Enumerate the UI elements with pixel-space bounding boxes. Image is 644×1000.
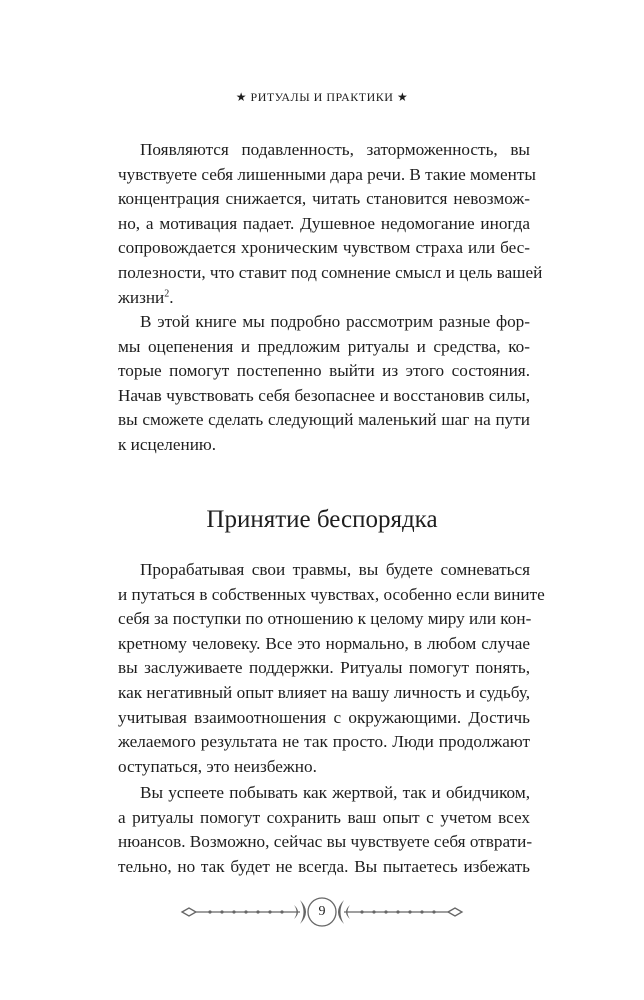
paragraph-1 bbox=[118, 138, 543, 310]
star-icon: ★ bbox=[235, 90, 248, 104]
text-span: . bbox=[169, 287, 174, 307]
text-line: нюансов. Возможно, сейчас вы чувствуете себя отврати- bbox=[118, 832, 533, 852]
text-line: себя за поступки по отношению к целому миру или кон- bbox=[118, 609, 532, 629]
text-line: как негативный опыт влияет на вашу личность и судьбу, bbox=[118, 682, 530, 702]
text-line: Появляются подавленность, заторможенность, вы bbox=[140, 140, 530, 159]
page-footer-ornament bbox=[180, 891, 464, 933]
paragraph-3 bbox=[118, 558, 545, 779]
text-line: вы сможете сделать следующий маленький шаг на пути bbox=[118, 410, 530, 430]
running-header bbox=[0, 90, 644, 105]
page-number: 9 bbox=[318, 904, 326, 919]
text-line: учитывая взаимоотношения с окружающими. Достичь bbox=[118, 707, 530, 727]
text-line: Вы успеете побывать как жертвой, так и обидчиком, bbox=[140, 783, 530, 802]
footnote-ref[interactable]: 2 bbox=[164, 287, 170, 299]
text-line: и путаться в собственных чувствах, особенно если вините bbox=[118, 584, 545, 604]
text-line: вы заслуживаете поддержки. Ритуалы помогут понять, bbox=[118, 658, 530, 678]
text-line: полезности, что ставит под сомнение смысл и цель вашей bbox=[118, 262, 543, 282]
text-line: тельно, но так будет не всегда. Вы пытаетесь избежать bbox=[118, 856, 530, 876]
text-line: Прорабатывая свои травмы, вы будете сомневаться bbox=[140, 560, 530, 579]
paragraph-4 bbox=[118, 781, 533, 879]
text-line: желаемого результата не так просто. Люди продолжают bbox=[118, 732, 530, 752]
text-line: сопровождается хроническим чувством страха или бес- bbox=[118, 238, 530, 258]
text-line: В этой книге мы подробно рассмотрим разные фор- bbox=[140, 312, 530, 331]
text-span: жизни bbox=[118, 287, 165, 307]
text-line: к исцелению. bbox=[118, 434, 217, 454]
text-line: кретному человеку. Все это нормально, в любом случае bbox=[118, 633, 530, 653]
text-line: торые помогут постепенно выйти из этого состояния. bbox=[118, 361, 530, 381]
text-line: мы оцепенения и предложим ритуалы и средства, ко- bbox=[118, 336, 530, 356]
text-line: а ритуалы помогут сохранить ваш опыт с учетом всех bbox=[118, 807, 530, 827]
text-line: оступаться, это неизбежно. bbox=[118, 756, 317, 776]
text-line bbox=[118, 286, 530, 311]
running-header-title: РИТУАЛЫ И ПРАКТИКИ bbox=[250, 90, 394, 104]
paragraph-2 bbox=[118, 310, 530, 458]
text-line: но, а мотивация падает. Душевное недомогание иногда bbox=[118, 213, 530, 233]
section-heading: Принятие беспорядка bbox=[206, 506, 438, 533]
text-line: концентрация снижается, читать становится невозмож- bbox=[118, 189, 530, 209]
text-line: чувствуете себя лишенными дара речи. В такие моменты bbox=[118, 164, 536, 184]
star-icon: ★ bbox=[396, 90, 409, 104]
text-line: Начав чувствовать себя безопаснее и восстановив силы, bbox=[118, 385, 530, 405]
